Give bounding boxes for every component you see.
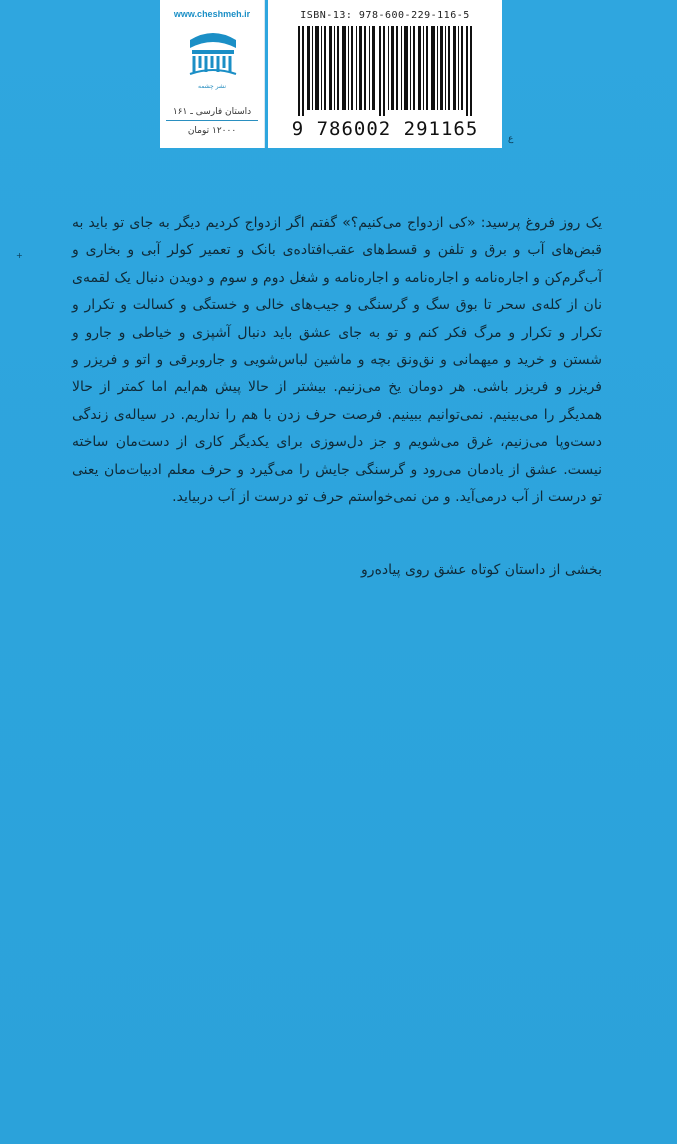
barcode-digits: 9 786002 291165 bbox=[291, 118, 479, 140]
book-series: داستان فارسی ـ ۱۶۱ bbox=[166, 107, 258, 121]
book-price: ۱۲۰۰۰ تومان bbox=[187, 126, 237, 136]
registration-mark: + bbox=[16, 251, 23, 260]
barcode-icon bbox=[298, 26, 472, 116]
publisher-logo-icon bbox=[186, 26, 240, 78]
isbn-label: ISBN-13: 978-600-229-116-5 bbox=[300, 10, 470, 21]
publisher-website: www.cheshmeh.ir bbox=[173, 9, 251, 19]
back-cover-excerpt: یک روز فروغ پرسید: «کی ازدواج می‌کنیم؟» گفتم اگر ازدواج کردیم دیگر به جای تو باید به قبض‌های آب و برق و تلفن و قسط‌های عقب‌افتاده‌ی بانک و تعمیر کولر آبی و بخاری و آب‌گرم‌کن و اجاره‌نامه و اجاره‌نامه و اجاره‌نامه و شغل دوم و سوم و دویدن دنبال یک لقمه‌ی نان از کله‌ی سحر تا بوق سگ و گرسنگی و جیب‌های خالی و خستگی و کسالت و تکرار و تکرار و تکرار و مرگ فکر کنم و تو به جای عشق باید دنبال آشپزی و خیاطی و جارو و شستن و خرید و میهمانی و نق‌ونق بچه و ماشین لباس‌شویی و جاروبرقی و اتو و فریزر و فریزر و فریزر باشی. هر دومان یخ می‌زنیم. بیشتر از حالا پیش هم‌ایم اما کمتر از حالا همدیگر را می‌بینیم. نمی‌توانیم ببینیم. فرصت حرف زدن با هم را نداریم. در سیاله‌ی زندگی دست‌وپا می‌زنیم، غرق می‌شویم و جز دل‌سوزی برای یکدیگر کاری از دست‌مان ساخته نیست. عشق از یادمان می‌رود و گرسنگی جایش را می‌گیرد و حرف معلم ادبیات‌مان یعنی تو درست از آب درمی‌آید. و من نمی‌خواستم حرف تو درست از آب دربیاید. bbox=[72, 215, 602, 506]
publisher-box bbox=[160, 0, 265, 148]
publisher-name: نشر چشمه bbox=[198, 83, 226, 90]
excerpt-source: بخشی از داستان کوتاه عشق روی پیاده‌رو bbox=[361, 562, 602, 578]
isbn-box bbox=[268, 0, 502, 148]
corner-mark: ﻉ bbox=[508, 134, 514, 144]
